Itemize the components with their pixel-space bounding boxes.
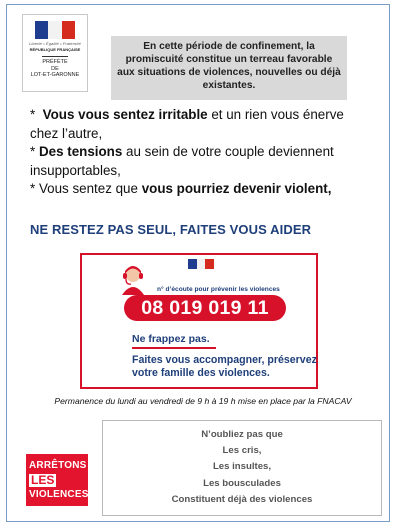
prefecture-name: PRÉFÈTE DE LOT-ET-GARONNE: [30, 59, 80, 78]
logo-divider: [42, 56, 68, 57]
reminder-line: Les bousculades: [203, 477, 281, 489]
slogan-heading: NE RESTEZ PAS SEUL, FAITES VOUS AIDER: [30, 222, 312, 237]
arretons-les-violences-logo: ARRÊTONS LES VIOLENCES: [26, 454, 88, 506]
french-flag-icon: [188, 259, 214, 269]
helpline-number[interactable]: 08 019 019 11: [124, 295, 286, 321]
warning-item-tensions: * Des tensions au sein de votre couple deviennent insupportables,: [30, 144, 334, 178]
reminder-line: Les cris,: [222, 445, 262, 457]
accompagner-text: Faites vous accompagner, préservez votre famille des violences.: [132, 354, 317, 379]
marianne-flag-icon: [35, 21, 75, 39]
reminder-box: [102, 420, 382, 516]
warning-list: [30, 106, 370, 199]
warning-item-violent: * Vous sentez que vous pourriez devenir violent,: [30, 181, 332, 197]
reminder-line: N’oubliez pas que: [201, 429, 283, 440]
ne-frappez-underline: [132, 347, 216, 349]
helpline-label: n° d’écoute pour prévenir les violences: [157, 286, 280, 293]
reminder-line: Constituent déjà des violences: [171, 493, 313, 505]
intro-box: En cette période de confinement, la promiscuité constitue un terreau favorable aux situations de violences, nouvelles ou déjà existantes.: [111, 36, 347, 100]
warning-item-irritable: * Vous vous sentez irritable et un rien vous énerve chez l’autre,: [30, 107, 344, 141]
prefecture-logo: [22, 14, 88, 92]
permanence-note: Permanence du lundi au vendredi de 9 h à 19 h mise en place par la FNACAV: [54, 396, 352, 406]
reminder-line: Les insultes,: [212, 461, 272, 473]
republic-motto: Liberté • Égalité • Fraternité: [29, 41, 81, 46]
republic-name: RÉPUBLIQUE FRANÇAISE: [29, 47, 81, 52]
phone-operator-icon: [120, 265, 146, 295]
helpline-card: [80, 253, 318, 389]
ne-frappez-text: Ne frappez pas.: [132, 333, 210, 345]
